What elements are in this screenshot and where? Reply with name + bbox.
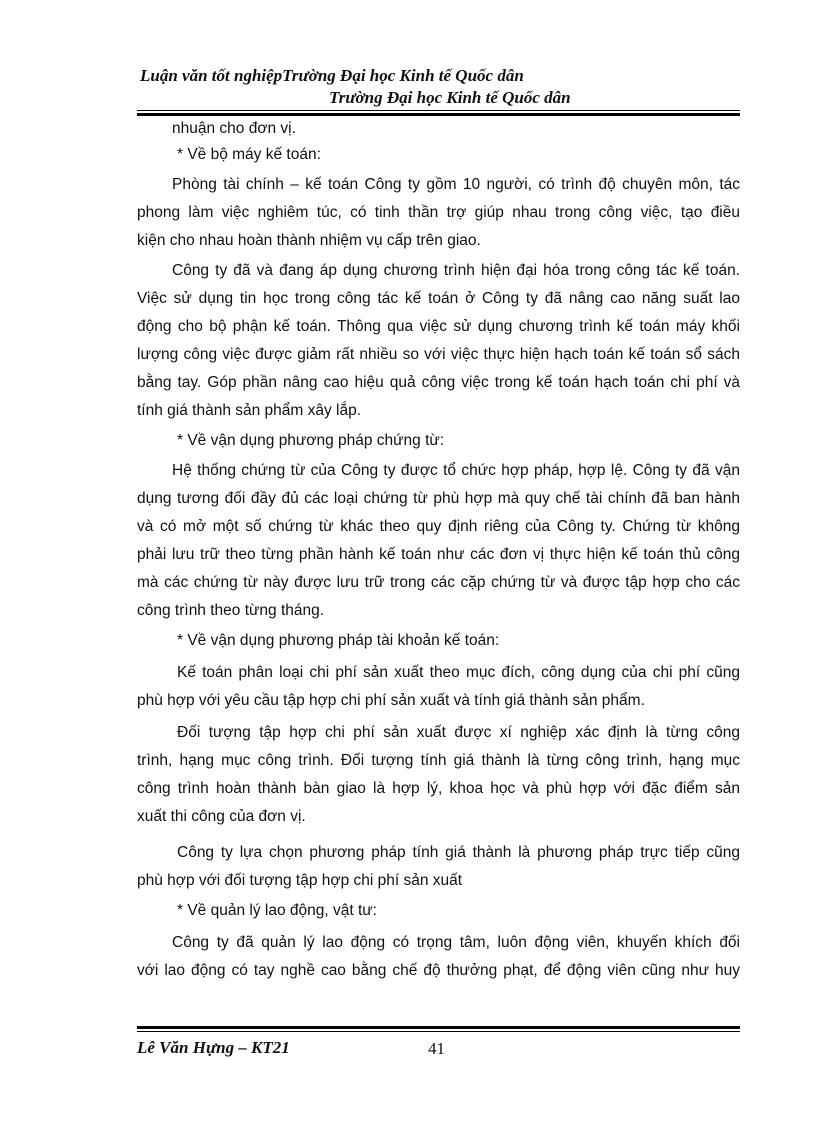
body-line: dụng tương đối đầy đủ các loại chứng từ phù hợp mà quy chế tài chính đã ban hành xyxy=(137,490,740,507)
footer-rule-thin xyxy=(137,1031,740,1032)
body-line: mà các chứng từ này được lưu trữ trong các cặp chứng từ và được tập hợp cho các xyxy=(137,574,740,591)
body-line: nhuận cho đơn vị. xyxy=(172,120,296,137)
body-line: động cho bộ phận kế toán. Thông qua việc sử dụng chương trình kế toán máy khối xyxy=(137,318,740,335)
header-title-line-1: Luận văn tốt nghiệpTrường Đại học Kinh tế Quốc dân xyxy=(140,66,524,85)
body-line: trình, hạng mục công trình. Đối tượng tính giá thành là từng công trình, hạng mục xyxy=(137,752,740,769)
body-line: Đối tượng tập hợp chi phí sản xuất được xí nghiệp xác định là từng công xyxy=(177,724,740,741)
header-rule-thin xyxy=(137,110,740,111)
body-line: kiện cho nhau hoàn thành nhiệm vụ cấp trên giao. xyxy=(137,232,481,249)
body-line: xuất thi công của đơn vị. xyxy=(137,808,306,825)
body-line: với lao động có tay nghề cao bằng chế độ thưởng phạt, để động viên cũng như huy xyxy=(137,962,740,979)
footer-author: Lê Văn Hựng – KT21 xyxy=(137,1038,290,1057)
section-heading-document-method: * Về vận dụng phương pháp chứng từ: xyxy=(177,432,445,449)
body-line: Kế toán phân loại chi phí sản xuất theo mục đích, công dụng của chi phí cũng xyxy=(177,664,740,681)
body-line: phù hợp với yêu cầu tập hợp chi phí sản xuất và tính giá thành sản phẩm. xyxy=(137,692,645,709)
body-line: phong làm việc nghiêm túc, có tinh thần trợ giúp nhau trong công việc, tạo điều xyxy=(137,204,740,221)
section-heading-labor-materials: * Về quản lý lao động, vật tư: xyxy=(177,902,377,919)
section-heading-accounting-apparatus: * Về bộ máy kế toán: xyxy=(177,146,321,163)
header-title-line-2: Trường Đại học Kinh tế Quốc dân xyxy=(329,88,571,107)
body-line: tính giá thành sản phẩm xây lắp. xyxy=(137,402,362,419)
body-line: Phòng tài chính – kế toán Công ty gồm 10 người, có trình độ chuyên môn, tác xyxy=(172,176,740,193)
body-line: và có mở một số chứng từ khác theo quy định riêng của Công ty. Chứng từ không xyxy=(137,518,740,535)
section-heading-account-method: * Về vận dụng phương pháp tài khoản kế toán: xyxy=(177,632,500,649)
body-line: Việc sử dụng tin học trong công tác kế toán ở Công ty đã nâng cao năng suất lao xyxy=(137,290,740,307)
page-number: 41 xyxy=(428,1039,445,1058)
body-line: Công ty lựa chọn phương pháp tính giá thành là phương pháp trực tiếp cũng xyxy=(177,844,740,861)
body-line: Hệ thống chứng từ của Công ty được tổ chức hợp pháp, hợp lệ. Công ty đã vận xyxy=(172,462,740,479)
body-line: lượng công việc được giảm rất nhiều so với việc thực hiện hạch toán kế toán sổ sách xyxy=(137,346,740,363)
body-line: công trình theo từng tháng. xyxy=(137,602,325,619)
body-line: công trình hoàn thành bàn giao là hợp lý, khoa học và phù hợp với đặc điểm sản xyxy=(137,780,740,797)
footer-rule-thick xyxy=(137,1026,740,1029)
header-rule-thick xyxy=(137,113,740,116)
body-line: phải lưu trữ theo từng phần hành kế toán như các đơn vị thực hiện kế toán thủ công xyxy=(137,546,740,563)
body-line: phù hợp với đối tượng tập hợp chi phí sản xuất xyxy=(137,872,463,889)
body-line: Công ty đã và đang áp dụng chương trình hiện đại hóa trong công tác kế toán. xyxy=(172,262,740,279)
body-line: bằng tay. Góp phần nâng cao hiệu quả công việc trong kế toán hạch toán chi phí và xyxy=(137,374,740,391)
body-line: Công ty đã quản lý lao động có trọng tâm, luôn động viên, khuyến khích đối xyxy=(172,934,740,951)
